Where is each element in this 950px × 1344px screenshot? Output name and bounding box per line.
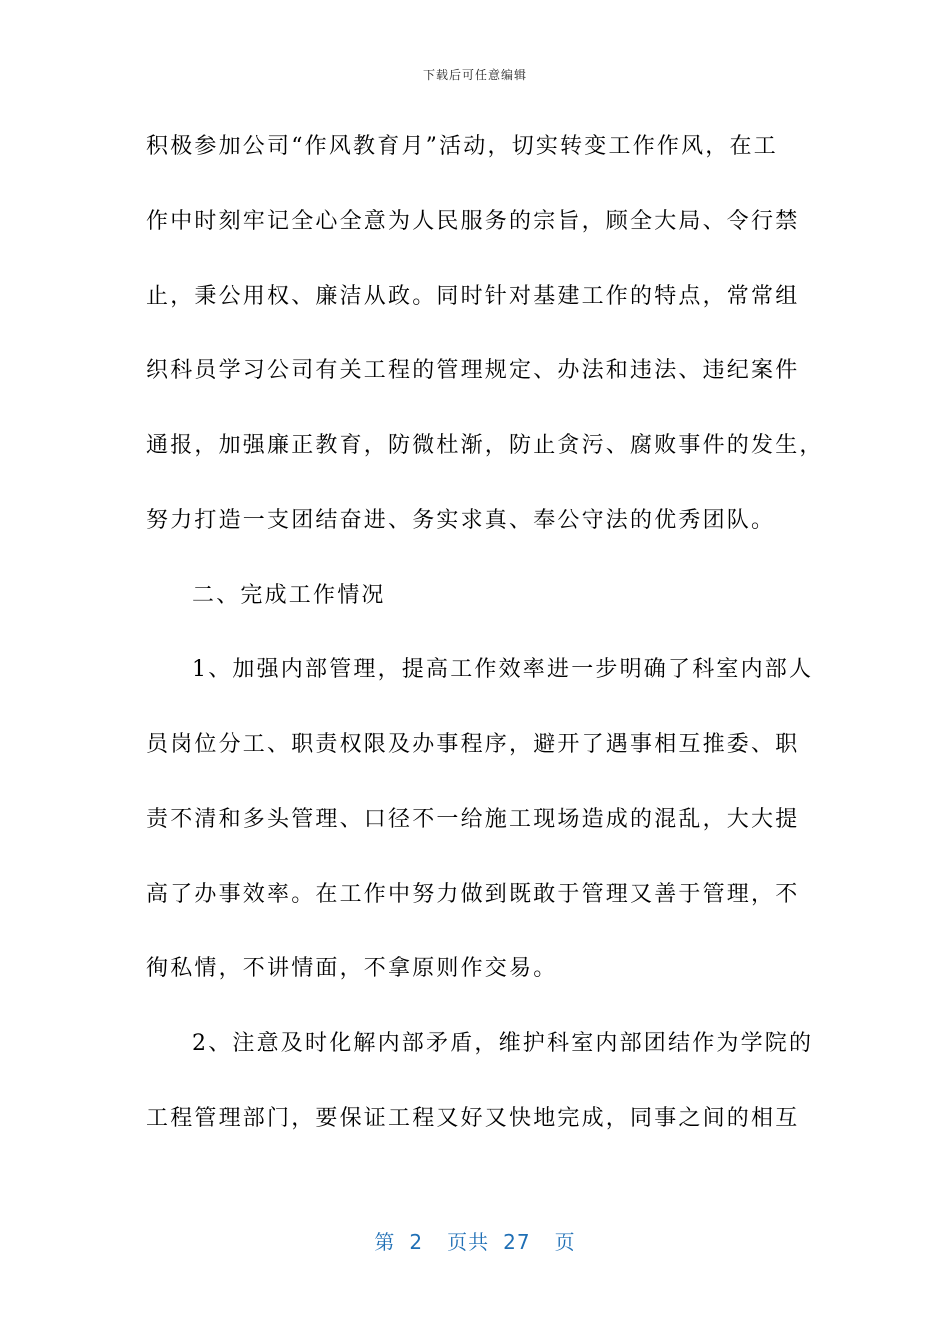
body-line-14: 工程管理部门，要保证工程又好又快地完成，同事之间的相互 [146, 1106, 800, 1131]
body-line-3: 止，秉公用权、廉洁从政。同时针对基建工作的特点，常常组 [146, 284, 800, 309]
body-line-5: 通报，加强廉正教育，防微杜渐，防止贪污、腐败事件的发生， [146, 433, 824, 458]
footer-total-pages: 27 [503, 1230, 531, 1254]
footer-prefix: 第 [374, 1230, 396, 1254]
footer-page-number: 2 [409, 1230, 424, 1254]
body-line-2: 作中时刻牢记全心全意为人民服务的宗旨，顾全大局、令行禁 [146, 209, 800, 234]
header-note: 下载后可任意编辑 [422, 68, 527, 82]
body-line-13: 2、注意及时化解内部矛盾，维护科室内部团结作为学院的 [192, 1031, 814, 1056]
section-heading: 二、完成工作情况 [192, 583, 386, 608]
body-line-6: 努力打造一支团结奋进、务实求真、奉公守法的优秀团队。 [146, 508, 776, 533]
body-line-10: 责不清和多头管理、口径不一给施工现场造成的混乱，大大提 [146, 807, 800, 832]
body-line-1: 积极参加公司“作风教育月”活动，切实转变工作作风，在工 [146, 134, 778, 159]
body-line-11: 高了办事效率。在工作中努力做到既敢于管理又善于管理，不 [146, 882, 800, 907]
footer-suffix: 页 [554, 1230, 576, 1254]
footer-middle: 页共 [447, 1230, 490, 1254]
body-line-9: 员岗位分工、职责权限及办事程序，避开了遇事相互推委、职 [146, 732, 800, 757]
page-footer [0, 1226, 950, 1255]
body-line-12: 徇私情，不讲情面，不拿原则作交易。 [146, 956, 558, 981]
body-line-4: 织科员学习公司有关工程的管理规定、办法和违法、违纪案件 [146, 358, 800, 383]
body-line-8: 1、加强内部管理，提高工作效率进一步明确了科室内部人 [192, 657, 814, 682]
